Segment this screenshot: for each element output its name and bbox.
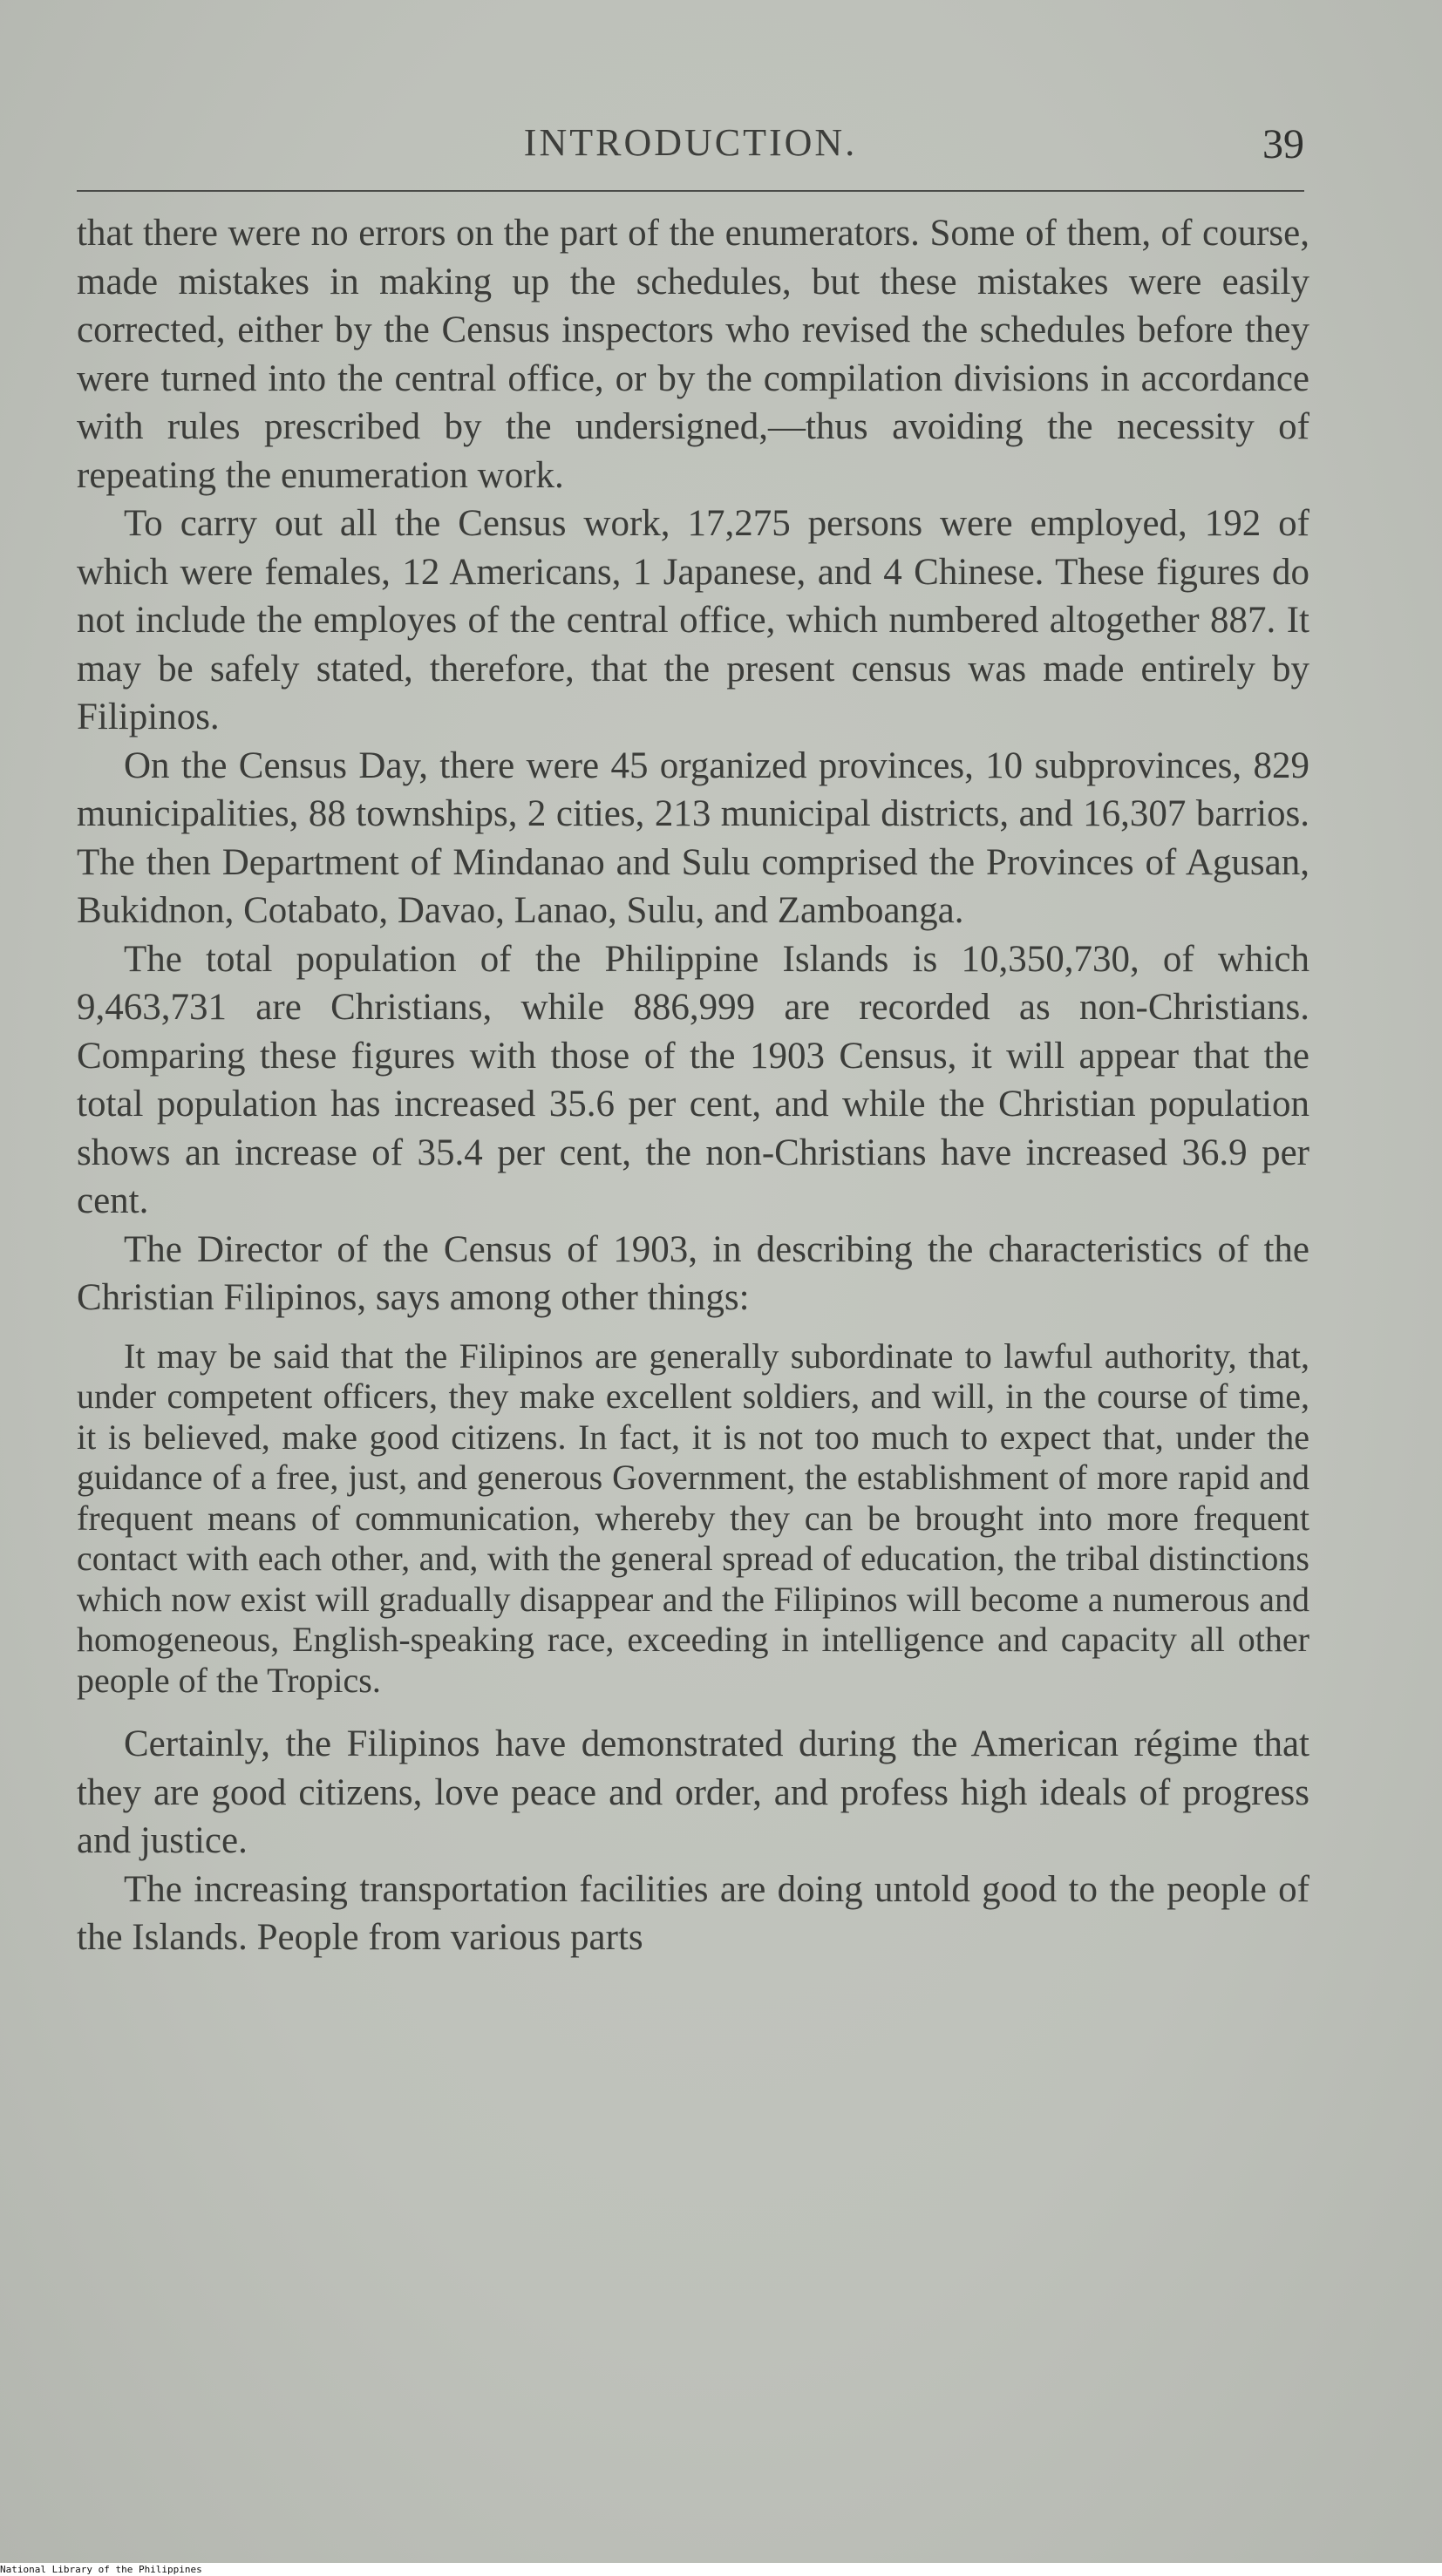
- library-credit: National Library of the Philippines: [0, 2564, 207, 2576]
- paragraph-transportation: The increasing transportation facilities are doing untold good to the people of the Islands. People from various parts: [77, 1868, 1309, 1958]
- block-quote: It may be said that the Filipinos are generally subordinate to lawful authority, that, under competent officers, they make excellent soldiers, and will, in the course of time, it is believed, make good citizens. In fact, it is not too much to expect that, under the guidance of a free, just, and generous Government, the establishment of more rapid and frequent means of communication, whereby they can be brought into more frequent contact with each other, and, with the general spread of education, the tribal distinctions which now exist will gradually disappear and the Filipinos will become a numerous and homogeneous, English-speaking race, exceeding in intelligence and capacity all other people of the Tropics.: [77, 1336, 1309, 1700]
- paragraph-census-workers: To carry out all the Census work, 17,275 persons were employed, 192 of which were females, 12 Americans, 1 Japanese, and 4 Chinese. These figures do not include the employes of the central office, which numbered altogether 887. It may be safely stated, therefore, that the present census was made entirely by Filipinos.: [77, 503, 1309, 737]
- page-number: 39: [1262, 121, 1304, 167]
- running-head: [77, 120, 1304, 192]
- paragraph-continuation: that there were no errors on the part of the enumerators. Some of them, of course, made mistakes in making up the schedules, but these mistakes were easily corrected, either by the Census inspectors who revised the schedules before they were turned into the central office, or by the compilation divisions in accordance with rules prescribed by the undersigned,—thus avoiding the necessity of repeating the enumeration work.: [77, 213, 1309, 496]
- bottom-strip: [0, 2563, 1442, 2576]
- paragraph-filipinos-demonstrated: Certainly, the Filipinos have demonstrated during the American régime that they are good citizens, love peace and order, and profess high ideals of progress and justice.: [77, 1723, 1309, 1861]
- paragraph-director-quote-intro: The Director of the Census of 1903, in describing the characteristics of the Christian Filipinos, says among other things:: [77, 1228, 1309, 1318]
- paragraph-total-population: The total population of the Philippine Islands is 10,350,730, of which 9,463,731 are Christians, while 886,999 are recorded as non-Christians. Comparing these figures with those of the 1903 Census, it will appear that the total population has increased 35.6 per cent, and while the Christian population shows an increase of 35.4 per cent, the non-Christians have increased 36.9 per cent.: [77, 938, 1309, 1221]
- running-head-title: INTRODUCTION.: [523, 121, 858, 164]
- body-text: [77, 209, 1309, 1962]
- paragraph-census-day: On the Census Day, there were 45 organized provinces, 10 subprovinces, 829 municipalities, 88 townships, 2 cities, 213 municipal districts, and 16,307 barrios. The then Department of Mindanao and Sulu comprised the Provinces of Agusan, Bukidnon, Cotabato, Davao, Lanao, Sulu, and Zamboanga.: [77, 744, 1309, 931]
